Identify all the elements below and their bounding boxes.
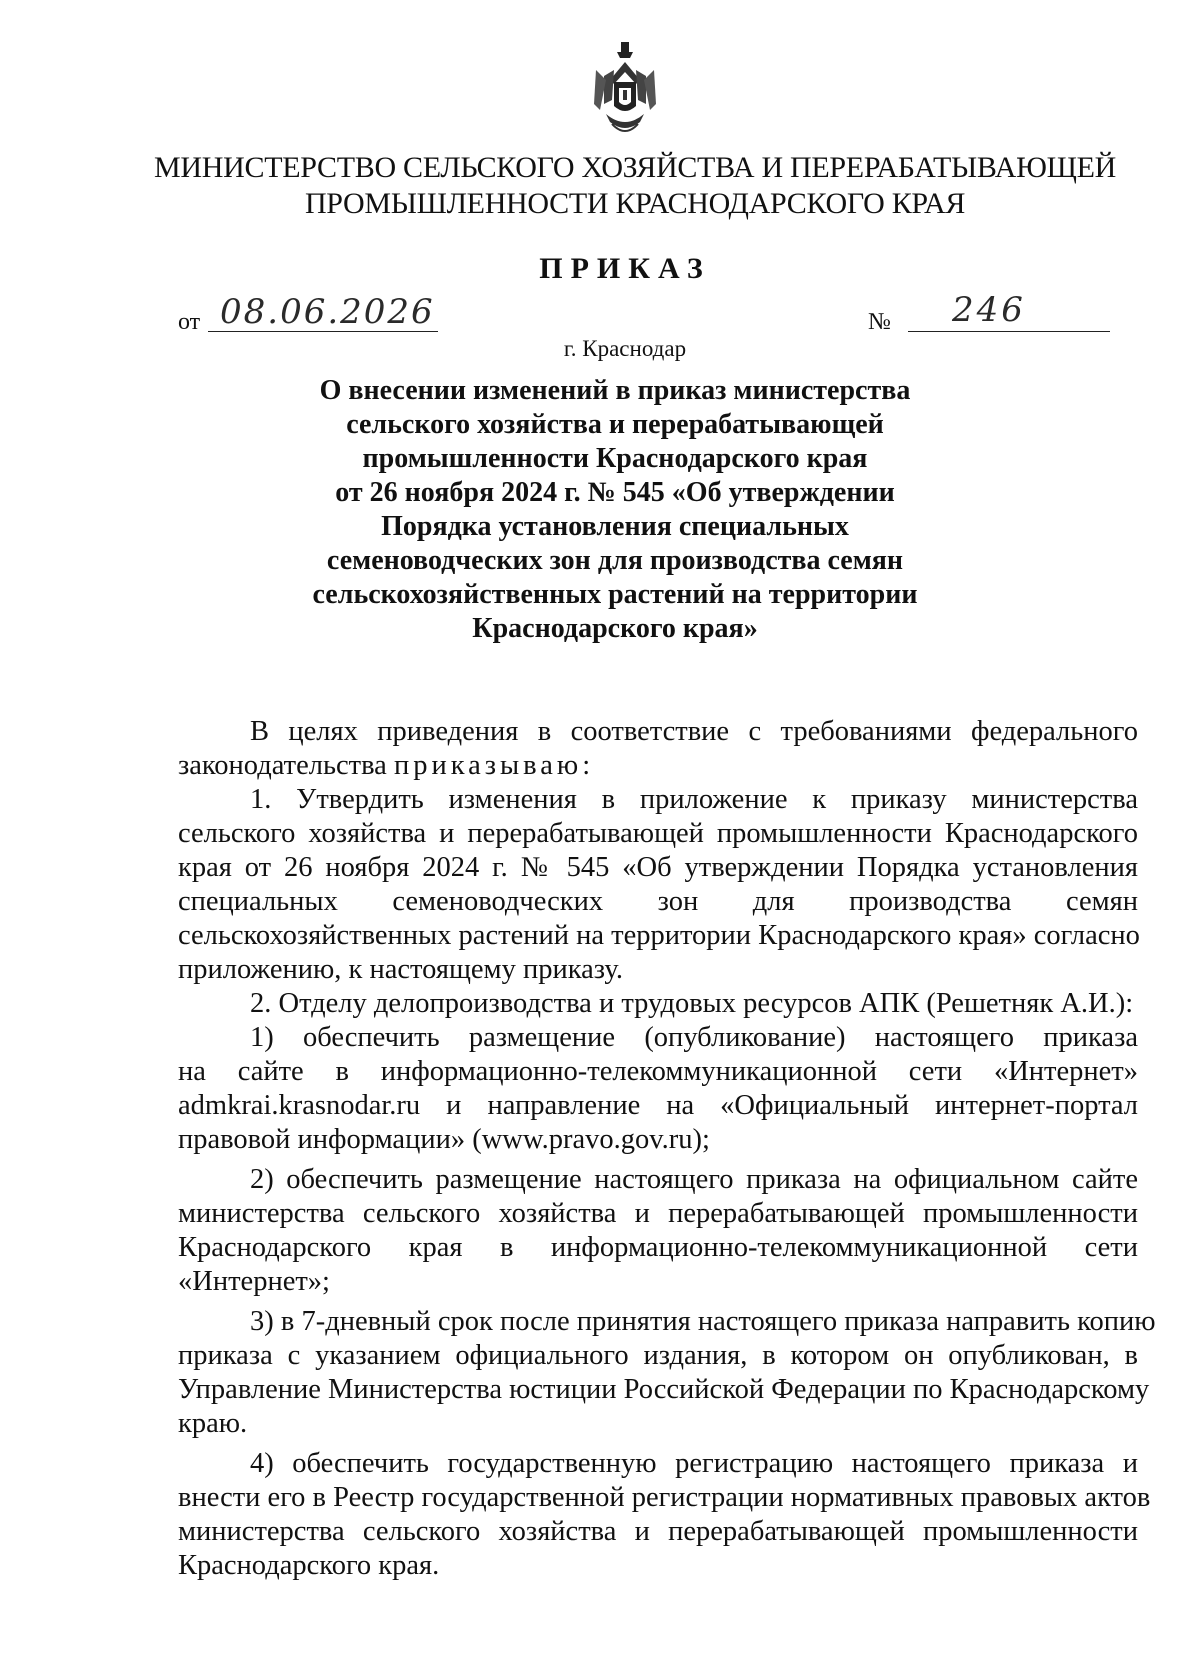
heading-line: промышленности Краснодарского края <box>362 443 868 474</box>
body-line: admkrai.krasnodar.ru и направление на «Официальный интернет-портал <box>178 1090 1138 1121</box>
body-line: 4) обеспечить государственную регистрацию настоящего приказа и <box>250 1448 1138 1479</box>
body-line: Краснодарского края. <box>178 1550 440 1581</box>
item-1-paragraph <box>178 783 1138 987</box>
prikazyvayu-word: приказываю <box>393 750 583 781</box>
body-line: сельского хозяйства и перерабатывающей промышленности Краснодарского <box>178 818 1138 849</box>
body-line: внести его в Реестр государственной регистрации нормативных правовых актов <box>178 1482 1151 1513</box>
order-title: ПРИКАЗ <box>539 252 711 285</box>
body-line: В целях приведения в соответствие с требованиями федерального <box>250 716 1138 747</box>
body-line: специальных семеноводческих зон для производства семян <box>178 886 1138 917</box>
heading-line: семеноводческих зон для производства семян <box>326 545 904 576</box>
body-line: края от 26 ноября 2024 г. № 545 «Об утверждении Порядка установления <box>178 852 1138 883</box>
handwritten-date: 08.06.2026 <box>220 292 435 332</box>
heading-line: от 26 ноября 2024 г. № 545 «Об утверждении <box>335 477 895 508</box>
ministry-name <box>100 150 1170 222</box>
body-line: 3) в 7-дневный срок после принятия настоящего приказа направить копию <box>250 1306 1156 1337</box>
body-line: министерства сельского хозяйства и перерабатывающей промышленности <box>178 1198 1138 1229</box>
ministry-name-line: ПРОМЫШЛЕННОСТИ КРАСНОДАРСКОГО КРАЯ <box>304 187 966 220</box>
coat-of-arms-emblem <box>590 40 660 140</box>
body-line: правовой информации» (www.pravo.gov.ru); <box>178 1124 710 1155</box>
order-number-field <box>868 290 1110 338</box>
body-line: 1. Утвердить изменения в приложение к приказу министерства <box>250 784 1138 815</box>
body-line: 2) обеспечить размещение настоящего приказа на официальном сайте <box>250 1164 1138 1195</box>
order-date-field <box>178 292 438 338</box>
item-2-paragraph <box>178 987 1138 1021</box>
body-line: Управление Министерства юстиции Российской Федерации по Краснодарскому <box>178 1374 1150 1405</box>
number-prefix: № <box>868 309 891 335</box>
ministry-name-line: МИНИСТЕРСТВО СЕЛЬСКОГО ХОЗЯЙСТВА И ПЕРЕРАБАТЫВАЮЩЕЙ <box>154 151 1116 184</box>
body-line: на сайте в информационно-телекоммуникационной сети «Интернет» <box>178 1056 1138 1087</box>
heading-line: Порядка установления специальных <box>381 511 849 542</box>
preamble-colon: : <box>582 750 591 781</box>
subitem-2-paragraph <box>178 1163 1138 1299</box>
subitem-1-paragraph <box>178 1021 1138 1157</box>
body-line: приказа с указанием официального издания, в котором он опубликован, в <box>178 1340 1138 1371</box>
preamble-text: законодательства <box>178 750 394 781</box>
body-line <box>178 749 1138 783</box>
body-line: 1) обеспечить размещение (опубликование) настоящего приказа <box>250 1022 1138 1053</box>
heading-line: сельскохозяйственных растений на территории <box>312 579 918 610</box>
heading-line: Краснодарского края» <box>472 613 758 644</box>
body-line: сельскохозяйственных растений на территории Краснодарского края» согласно <box>178 920 1140 951</box>
body-line: «Интернет»; <box>178 1266 330 1297</box>
body-line: министерства сельского хозяйства и перерабатывающей промышленности <box>178 1516 1138 1547</box>
order-heading <box>300 374 930 646</box>
body-line: 2. Отделу делопроизводства и трудовых ресурсов АПК (Решетняк А.И.): <box>250 988 1134 1019</box>
handwritten-number: 246 <box>952 290 1026 330</box>
body-line: краю. <box>178 1408 248 1439</box>
preamble-paragraph <box>178 715 1138 783</box>
date-prefix: от <box>178 309 201 335</box>
body-line: приложению, к настоящему приказу. <box>178 954 623 985</box>
number-underline <box>908 331 1110 332</box>
heading-line: О внесении изменений в приказ министерства <box>319 375 911 406</box>
subitem-3-paragraph <box>178 1305 1156 1441</box>
subitem-4-paragraph <box>178 1447 1151 1583</box>
order-body <box>178 715 1156 1583</box>
heading-line: сельского хозяйства и перерабатывающей <box>346 409 884 440</box>
body-line: Краснодарского края в информационно-телекоммуникационной сети <box>178 1232 1138 1263</box>
city-name: г. Краснодар <box>563 336 687 361</box>
